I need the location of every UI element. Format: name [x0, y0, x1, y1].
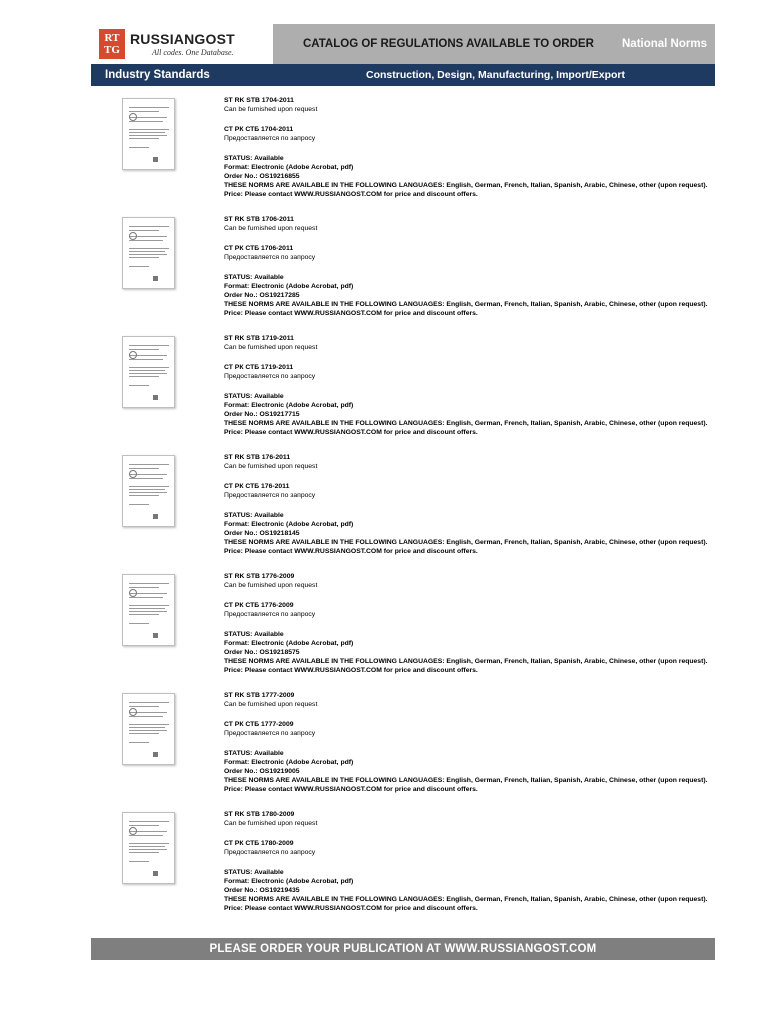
languages-text: THESE NORMS ARE AVAILABLE IN THE FOLLOWING LANGUAGES: English, German, French, Italian, Spanish, Arabic, Chinese, other (upon request).: [224, 182, 708, 189]
availability-en: Can be furnished upon request: [224, 344, 318, 351]
catalog-entry: [122, 98, 722, 213]
availability-en: Can be furnished upon request: [224, 820, 318, 827]
brand-tagline: All codes. One Database.: [152, 48, 234, 57]
header-title-bar: [273, 24, 715, 64]
format-text: Format: Electronic (Adobe Acrobat, pdf): [224, 759, 354, 766]
spacer: [224, 738, 744, 749]
languages-text: THESE NORMS ARE AVAILABLE IN THE FOLLOWING LANGUAGES: English, German, French, Italian, Spanish, Arabic, Chinese, other (upon request).: [224, 420, 708, 427]
languages-text: THESE NORMS ARE AVAILABLE IN THE FOLLOWING LANGUAGES: English, German, French, Italian, Spanish, Arabic, Chinese, other (upon request).: [224, 539, 708, 546]
brand-name: RUSSIANGOST: [130, 31, 235, 47]
document-thumbnail-icon[interactable]: [122, 693, 175, 765]
spacer: [224, 352, 744, 363]
price-text: Price: Please contact WWW.RUSSIANGOST.COM for price and discount offers.: [224, 429, 478, 436]
order-number: Order No.: OS19216855: [224, 173, 300, 180]
document-thumbnail-icon[interactable]: [122, 574, 175, 646]
status-text: STATUS: Available: [224, 869, 284, 876]
standard-code-ru: СТ РК СТБ 176-2011: [224, 483, 290, 490]
spacer: [224, 143, 744, 154]
catalog-entry: [122, 693, 722, 808]
standard-code-en: ST RK STB 176-2011: [224, 454, 291, 461]
entry-info: [224, 691, 744, 794]
order-number: Order No.: OS19217715: [224, 411, 300, 418]
spacer: [224, 709, 744, 720]
catalog-title: CATALOG OF REGULATIONS AVAILABLE TO ORDER: [303, 38, 594, 50]
standard-code-en: ST RK STB 1704-2011: [224, 97, 294, 104]
availability-en: Can be furnished upon request: [224, 463, 318, 470]
page-header: [91, 24, 715, 64]
logo-mark-bottom: TG: [104, 44, 120, 56]
entry-info: [224, 810, 744, 913]
order-number: Order No.: OS19219435: [224, 887, 300, 894]
price-text: Price: Please contact WWW.RUSSIANGOST.COM for price and discount offers.: [224, 191, 478, 198]
format-text: Format: Electronic (Adobe Acrobat, pdf): [224, 521, 354, 528]
standard-code-en: ST RK STB 1776-2009: [224, 573, 295, 580]
document-thumbnail-icon[interactable]: [122, 812, 175, 884]
languages-text: THESE NORMS ARE AVAILABLE IN THE FOLLOWING LANGUAGES: English, German, French, Italian, Spanish, Arabic, Chinese, other (upon request).: [224, 301, 708, 308]
spacer: [224, 619, 744, 630]
price-text: Price: Please contact WWW.RUSSIANGOST.COM for price and discount offers.: [224, 548, 478, 555]
spacer: [224, 590, 744, 601]
spacer: [224, 471, 744, 482]
spacer: [224, 500, 744, 511]
format-text: Format: Electronic (Adobe Acrobat, pdf): [224, 283, 354, 290]
sectors-label: Construction, Design, Manufacturing, Import/Export: [366, 69, 626, 81]
logo[interactable]: [91, 24, 273, 64]
entry-info: [224, 453, 744, 556]
footer-order-text: PLEASE ORDER YOUR PUBLICATION AT WWW.RUSSIANGOST.COM: [209, 943, 597, 955]
logo-mark-icon: [99, 29, 125, 59]
availability-en: Can be furnished upon request: [224, 701, 318, 708]
status-text: STATUS: Available: [224, 393, 284, 400]
status-text: STATUS: Available: [224, 274, 284, 281]
spacer: [224, 828, 744, 839]
availability-ru: Предоставляется по запросу: [224, 492, 316, 499]
standard-code-en: ST RK STB 1719-2011: [224, 335, 294, 342]
status-text: STATUS: Available: [224, 155, 284, 162]
standard-code-ru: СТ РК СТБ 1719-2011: [224, 364, 294, 371]
languages-text: THESE NORMS ARE AVAILABLE IN THE FOLLOWING LANGUAGES: English, German, French, Italian, Spanish, Arabic, Chinese, other (upon request).: [224, 658, 708, 665]
standard-code-ru: СТ РК СТБ 1780-2009: [224, 840, 294, 847]
price-text: Price: Please contact WWW.RUSSIANGOST.COM for price and discount offers.: [224, 667, 478, 674]
format-text: Format: Electronic (Adobe Acrobat, pdf): [224, 878, 354, 885]
availability-en: Can be furnished upon request: [224, 582, 318, 589]
spacer: [224, 381, 744, 392]
standard-code-ru: СТ РК СТБ 1777-2009: [224, 721, 294, 728]
standard-code-ru: СТ РК СТБ 1776-2009: [224, 602, 294, 609]
industry-standards-label: Industry Standards: [105, 69, 210, 81]
standard-code-ru: СТ РК СТБ 1706-2011: [224, 245, 294, 252]
spacer: [224, 262, 744, 273]
format-text: Format: Electronic (Adobe Acrobat, pdf): [224, 164, 354, 171]
availability-ru: Предоставляется по запросу: [224, 373, 316, 380]
spacer: [224, 233, 744, 244]
languages-text: THESE NORMS ARE AVAILABLE IN THE FOLLOWING LANGUAGES: English, German, French, Italian, Spanish, Arabic, Chinese, other (upon request).: [224, 777, 708, 784]
price-text: Price: Please contact WWW.RUSSIANGOST.COM for price and discount offers.: [224, 786, 478, 793]
availability-ru: Предоставляется по запросу: [224, 849, 316, 856]
document-thumbnail-icon[interactable]: [122, 217, 175, 289]
entry-info: [224, 334, 744, 437]
price-text: Price: Please contact WWW.RUSSIANGOST.COM for price and discount offers.: [224, 905, 478, 912]
status-text: STATUS: Available: [224, 512, 284, 519]
order-number: Order No.: OS19219005: [224, 768, 300, 775]
spacer: [224, 114, 744, 125]
standard-code-en: ST RK STB 1777-2009: [224, 692, 295, 699]
availability-ru: Предоставляется по запросу: [224, 254, 316, 261]
availability-ru: Предоставляется по запросу: [224, 135, 316, 142]
logo-mark-top: RT: [104, 32, 120, 44]
catalog-entry: [122, 455, 722, 570]
catalog-entry: [122, 336, 722, 451]
entry-info: [224, 572, 744, 675]
catalog-entry: [122, 217, 722, 332]
footer-bar[interactable]: [91, 938, 715, 960]
format-text: Format: Electronic (Adobe Acrobat, pdf): [224, 402, 354, 409]
entry-info: [224, 215, 744, 318]
price-text: Price: Please contact WWW.RUSSIANGOST.COM for price and discount offers.: [224, 310, 478, 317]
order-number: Order No.: OS19218145: [224, 530, 300, 537]
order-number: Order No.: OS19217285: [224, 292, 300, 299]
catalog-entry: [122, 574, 722, 689]
document-thumbnail-icon[interactable]: [122, 336, 175, 408]
availability-en: Can be furnished upon request: [224, 225, 318, 232]
document-thumbnail-icon[interactable]: [122, 98, 175, 170]
availability-en: Can be furnished upon request: [224, 106, 318, 113]
languages-text: THESE NORMS ARE AVAILABLE IN THE FOLLOWING LANGUAGES: English, German, French, Italian, Spanish, Arabic, Chinese, other (upon request).: [224, 896, 708, 903]
spacer: [224, 857, 744, 868]
catalog-entry: [122, 812, 722, 927]
standard-code-ru: СТ РК СТБ 1704-2011: [224, 126, 294, 133]
availability-ru: Предоставляется по запросу: [224, 730, 316, 737]
document-thumbnail-icon[interactable]: [122, 455, 175, 527]
entry-info: [224, 96, 744, 199]
standard-code-en: ST RK STB 1780-2009: [224, 811, 295, 818]
status-text: STATUS: Available: [224, 750, 284, 757]
national-norms-label: National Norms: [622, 38, 707, 50]
status-text: STATUS: Available: [224, 631, 284, 638]
order-number: Order No.: OS19218575: [224, 649, 300, 656]
format-text: Format: Electronic (Adobe Acrobat, pdf): [224, 640, 354, 647]
standard-code-en: ST RK STB 1706-2011: [224, 216, 294, 223]
availability-ru: Предоставляется по запросу: [224, 611, 316, 618]
subheader-bar: [91, 64, 715, 86]
logo-text: [130, 31, 235, 57]
